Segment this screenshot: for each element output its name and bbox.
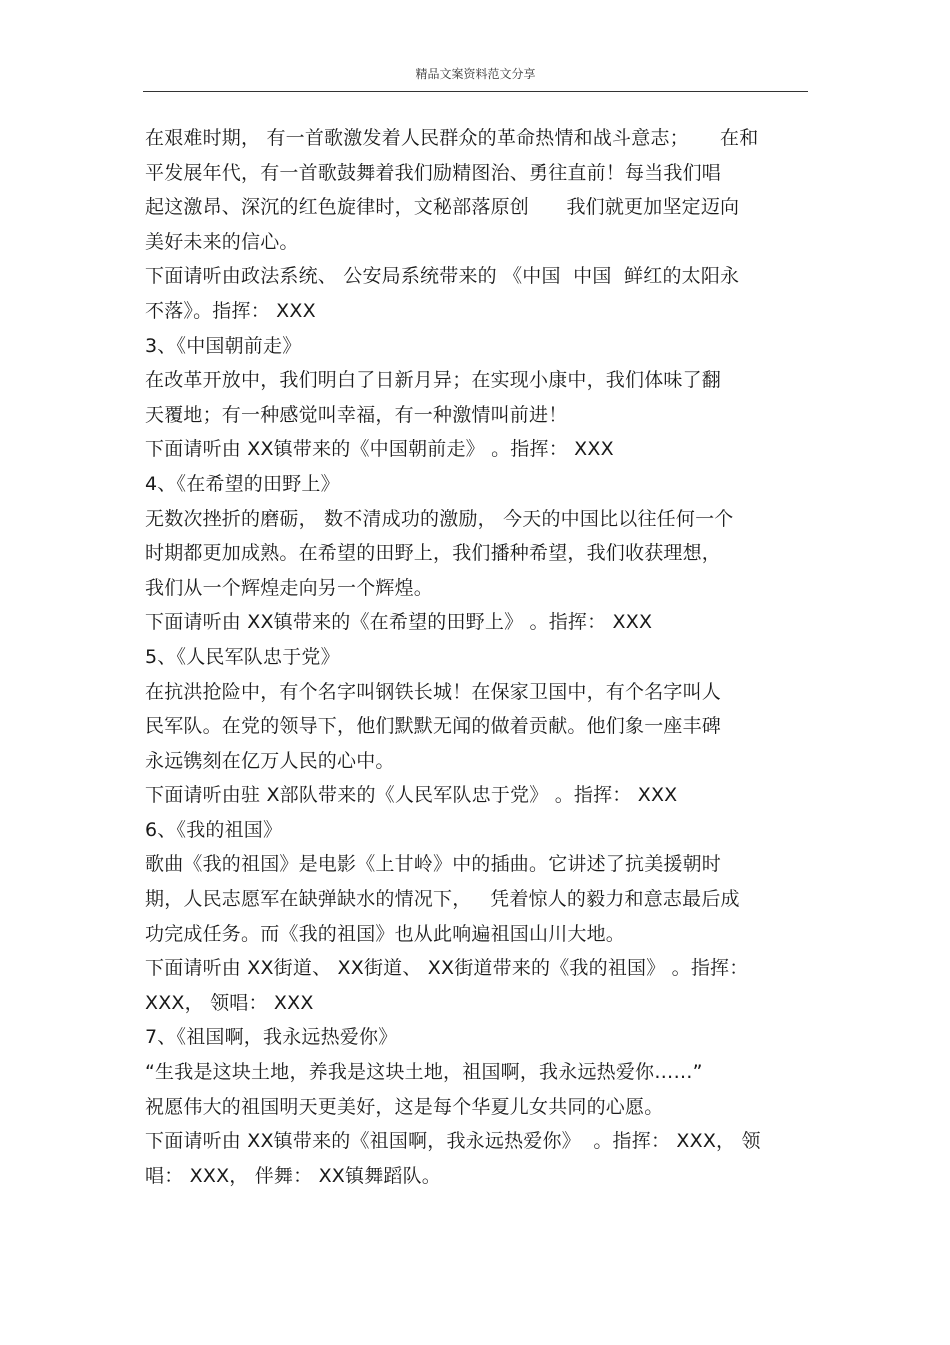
section-heading: 7、《祖国啊，我永远热爱你》 <box>145 1026 398 1049</box>
text-line: 唱： XXX， 伴舞： XX镇舞蹈队。 <box>145 1164 441 1187</box>
text-line: 天覆地；有一种感觉叫幸福，有一种激情叫前进！ <box>145 403 568 426</box>
text-line: 功完成任务。而《我的祖国》也从此响遍祖国山川大地。 <box>145 922 626 945</box>
section-heading: 4、《在希望的田野上》 <box>145 472 340 495</box>
text-line: 在抗洪抢险中，有个名字叫钢铁长城！在保家卫国中，有个名字叫人 <box>145 680 722 703</box>
text-line: 起这激昂、深沉的红色旋律时，文秘部落原创 我们就更加坚定迈向 <box>145 196 740 219</box>
text-line: 不落》。指挥： XXX <box>145 299 316 322</box>
page-header: 精品文案资料范文分享 <box>415 67 536 81</box>
text-line: 无数次挫折的磨砺， 数不清成功的激励， 今天的中国比以往任何一个 <box>145 507 734 530</box>
text-line: 时期都更加成熟。在希望的田野上，我们播种希望，我们收获理想， <box>145 542 722 565</box>
section-heading: 6、《我的祖国》 <box>145 818 283 841</box>
text-line: 我们从一个辉煌走向另一个辉煌。 <box>145 576 434 599</box>
text-line: 下面请听由 XX街道、 XX街道、 XX街道带来的《我的祖国》 。指挥： <box>145 957 749 980</box>
text-line: 下面请听由 XX镇带来的《在希望的田野上》 。指挥： XXX <box>145 611 653 634</box>
section-heading: 5、《人民军队忠于党》 <box>145 645 340 668</box>
text-line: 下面请听由政法系统、 公安局系统带来的 《中国 中国 鲜红的太阳永 <box>145 265 740 288</box>
text-line: XXX， 领唱： XXX <box>145 991 314 1014</box>
text-line: 下面请听由 XX镇带来的《中国朝前走》 。指挥： XXX <box>145 438 614 461</box>
text-line: 永远镌刻在亿万人民的心中。 <box>145 749 395 772</box>
text-line: 下面请听由驻 X部队带来的《人民军队忠于党》 。指挥： XXX <box>145 784 678 807</box>
document-body <box>145 121 810 1193</box>
text-line: 期，人民志愿军在缺弹缺水的情况下， 凭着惊人的毅力和意志最后成 <box>145 888 740 911</box>
text-line: 在改革开放中，我们明白了日新月异；在实现小康中，我们体味了翻 <box>145 369 722 392</box>
text-line: 美好未来的信心。 <box>145 230 299 253</box>
text-line: 民军队。在党的领导下，他们默默无闻的做着贡献。他们象一座丰碑 <box>145 715 722 738</box>
header-divider <box>143 91 808 92</box>
text-line: 祝愿伟大的祖国明天更美好，这是每个华夏儿女共同的心愿。 <box>145 1095 664 1118</box>
text-line: 平发展年代，有一首歌鼓舞着我们励精图治、勇往直前！每当我们唱 <box>145 161 722 184</box>
text-line: 在艰难时期， 有一首歌激发着人民群众的革命热情和战斗意志； 在和 <box>145 127 759 149</box>
section-heading: 3、《中国朝前走》 <box>145 334 302 357</box>
text-line: “生我是这块土地，养我是这块土地，祖国啊，我永远热爱你……” <box>145 1061 703 1084</box>
text-line: 下面请听由 XX镇带来的《祖国啊，我永远热爱你》 。指挥： XXX， 领 <box>145 1130 761 1153</box>
text-line: 歌曲《我的祖国》是电影《上甘岭》中的插曲。它讲述了抗美援朝时 <box>145 853 722 876</box>
